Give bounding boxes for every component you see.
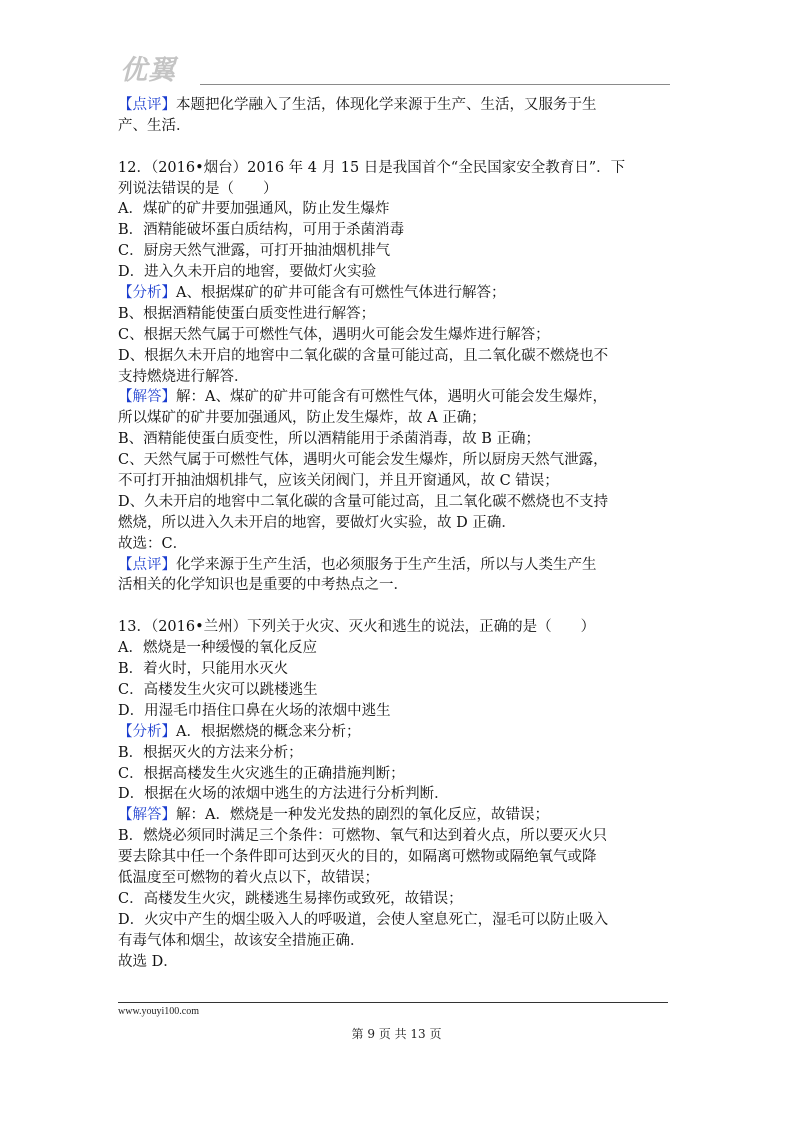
document-body <box>118 95 674 972</box>
line-text: C、根据天然气属于可燃性气体，遇明火可能会发生爆炸进行解答； <box>118 326 550 343</box>
line-text: C．高楼发生火灾，跳楼逃生易摔伤或致死，故错误； <box>118 890 463 907</box>
line-text: B．燃烧必须同时满足三个条件：可燃物、氧气和达到着火点，所以要灭火只 <box>118 828 608 845</box>
text-line <box>118 931 674 952</box>
text-line <box>118 889 674 910</box>
line-text: 化学来源于生产生活，也必须服务于生产生活，所以与人类生产生 <box>176 556 597 573</box>
page-number: 第 9 页 共 13 页 <box>351 1027 442 1041</box>
line-text: D．用湿毛巾捂住口鼻在火场的浓烟中逃生 <box>118 702 391 719</box>
text-line <box>118 95 674 116</box>
line-text: B、酒精能使蛋白质变性，所以酒精能用于杀菌消毒，故 B 正确； <box>118 431 541 448</box>
text-line <box>118 283 674 304</box>
line-text: 13．（2016•兰州）下列关于火灾、灭火和逃生的说法，正确的是（ ） <box>118 619 596 636</box>
text-line <box>118 826 674 847</box>
text-line <box>118 346 674 367</box>
line-text: A、根据煤矿的矿井可能含有可燃性气体进行解答； <box>176 285 506 302</box>
text-line <box>118 555 674 576</box>
text-line <box>118 910 674 931</box>
text-line <box>118 241 674 262</box>
line-text: 故选：C． <box>118 535 188 552</box>
line-text: D．进入久未开启的地窖，要做灯火实验 <box>118 264 377 281</box>
line-text: 低温度至可燃物的着火点以下，故错误； <box>118 869 379 886</box>
section-tag: 【分析】 <box>118 723 176 740</box>
text-line <box>118 179 674 200</box>
text-line <box>118 784 674 805</box>
line-text: 解：A．燃烧是一种发光发热的剧烈的氧化反应，故错误； <box>176 807 549 824</box>
text-line <box>118 429 674 450</box>
text-line <box>118 450 674 471</box>
line-text: C．根据高楼发生火灾逃生的正确措施判断； <box>118 765 405 782</box>
line-text: D．火灾中产生的烟尘吸入人的呼吸道，会使人窒息死亡，湿毛可以防止吸入 <box>118 911 609 928</box>
line-text: A．根据燃烧的概念来分析； <box>176 723 361 740</box>
header-divider <box>200 84 670 85</box>
text-line <box>118 868 674 889</box>
text-line <box>118 617 674 638</box>
text-line <box>118 471 674 492</box>
line-text: B．着火时，只能用水灭火 <box>118 661 289 678</box>
text-line <box>118 116 674 137</box>
footer-divider <box>118 1002 668 1003</box>
line-text: C．高楼发生火灾可以跳楼逃生 <box>118 681 318 698</box>
section-tag: 【解答】 <box>118 389 176 406</box>
line-text: 列说法错误的是（ ） <box>118 180 278 197</box>
text-line <box>118 199 674 220</box>
text-line <box>118 575 674 596</box>
text-line <box>118 220 674 241</box>
text-line <box>118 158 674 179</box>
line-text: 活相关的化学知识也是重要的中考热点之一． <box>118 577 408 594</box>
line-text: 12．（2016•烟台）2016 年 4 月 15 日是我国首个“全民国家安全教育日”．下 <box>118 159 626 176</box>
page-header <box>120 56 670 88</box>
line-text: 本题把化学融入了生活，体现化学来源于生产、生活，又服务于生 <box>176 97 597 113</box>
text-line <box>118 408 674 429</box>
line-text: A．燃烧是一种缓慢的氧化反应 <box>118 640 317 657</box>
text-line <box>118 680 674 701</box>
text-line <box>118 513 674 534</box>
line-text: C、天然气属于可燃性气体，遇明火可能会发生爆炸，所以厨房天然气泄露， <box>118 452 608 469</box>
line-text: 支持燃烧进行解答． <box>118 368 249 385</box>
text-line <box>118 534 674 555</box>
text-line <box>118 367 674 388</box>
line-text: B．酒精能破坏蛋白质结构，可用于杀菌消毒 <box>118 222 405 239</box>
line-text: 要去除其中任一个条件即可达到灭火的目的，如隔离可燃物或隔绝氧气或降 <box>118 849 597 866</box>
line-text: 所以煤矿的矿井要加强通风，防止发生爆炸，故 A 正确； <box>118 410 486 427</box>
text-line <box>118 262 674 283</box>
section-tag: 【点评】 <box>118 556 176 573</box>
line-text: D．根据在火场的浓烟中逃生的方法进行分析判断． <box>118 786 449 803</box>
section-tag: 【解答】 <box>118 807 176 824</box>
text-line <box>118 764 674 785</box>
text-line <box>118 387 674 408</box>
line-text: D、根据久未开启的地窖中二氧化碳的含量可能过高，且二氧化碳不燃烧也不 <box>118 347 609 364</box>
paragraph-gap <box>118 137 674 158</box>
footer-url: www.youyi100.com <box>118 1006 200 1017</box>
text-line <box>118 701 674 722</box>
line-text: B．根据灭火的方法来分析； <box>118 744 303 761</box>
youyi-logo: 优翼 <box>120 55 176 86</box>
line-text: 产、生活． <box>118 117 191 134</box>
paragraph-gap <box>118 596 674 617</box>
line-text: 不可打开抽油烟机排气，应该关闭阀门，并且开窗通风，故 C 错误； <box>118 473 559 490</box>
text-line <box>118 325 674 346</box>
text-line <box>118 638 674 659</box>
text-line <box>118 847 674 868</box>
section-tag: 【分析】 <box>118 285 176 302</box>
text-line <box>118 659 674 680</box>
line-text: C．厨房天然气泄露，可打开抽油烟机排气 <box>118 243 391 260</box>
text-line <box>118 304 674 325</box>
line-text: 故选 D． <box>118 953 178 970</box>
text-line <box>118 492 674 513</box>
line-text: 有毒气体和烟尘，故该安全措施正确． <box>118 932 365 949</box>
line-text: B、根据酒精能使蛋白质变性进行解答； <box>118 305 376 322</box>
section-tag: 【点评】 <box>118 97 176 113</box>
text-line <box>118 952 674 973</box>
line-text: A．煤矿的矿井要加强通风，防止发生爆炸 <box>118 201 390 218</box>
text-line <box>118 805 674 826</box>
line-text: D、久未开启的地窖中二氧化碳的含量可能过高，且二氧化碳不燃烧也不支持 <box>118 493 609 510</box>
line-text: 解：A、煤矿的矿井可能含有可燃性气体，遇明火可能会发生爆炸， <box>176 389 607 406</box>
text-line <box>118 722 674 743</box>
line-text: 燃烧，所以进入久未开启的地窖，要做灯火实验，故 D 正确． <box>118 514 516 531</box>
text-line <box>118 743 674 764</box>
